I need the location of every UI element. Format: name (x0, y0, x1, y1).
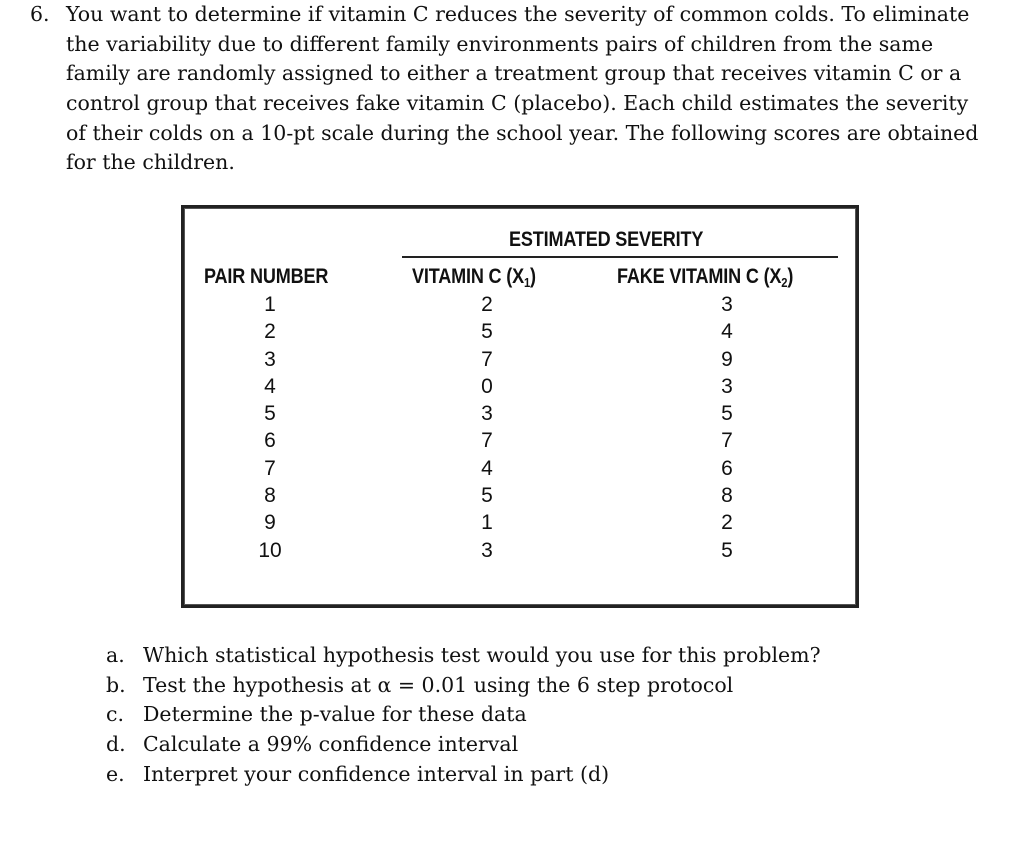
question-text: Determine the p-value for these data (143, 702, 527, 727)
estimated-severity-header: ESTIMATED SEVERITY (509, 228, 704, 251)
pair-number-cell: 4 (264, 374, 276, 398)
vitamin-c-close-paren: ) (530, 265, 536, 288)
vitamin-c-cell: 1 (481, 511, 493, 535)
fake-vitamin-c-cell: 4 (721, 320, 733, 344)
vitamin-c-subscript: 1 (523, 275, 531, 290)
fake-vitamin-c-header-label: FAKE VITAMIN C (X (617, 265, 782, 288)
vitamin-c-cell: 2 (481, 293, 493, 316)
pair-number-header: PAIR NUMBER (204, 265, 329, 288)
problem-text (66, 0, 978, 178)
fake-vitamin-c-cell: 8 (721, 484, 733, 508)
fake-vitamin-c-cell: 2 (721, 511, 733, 535)
severity-table (181, 205, 859, 608)
pair-number-cell: 10 (258, 538, 282, 562)
problem-line: for the children. (66, 150, 235, 175)
vitamin-c-cell: 5 (481, 484, 493, 508)
pair-number-cell: 7 (264, 456, 276, 480)
vitamin-c-header-label: VITAMIN C (X (412, 265, 524, 288)
fake-vitamin-c-cell: 3 (721, 293, 733, 316)
vitamin-c-cell: 7 (481, 347, 493, 371)
fake-vitamin-c-header (617, 265, 793, 290)
vitamin-c-cell: 5 (481, 320, 493, 344)
vitamin-c-cell: 7 (481, 429, 493, 453)
question-text: Calculate a 99% confidence interval (143, 732, 519, 757)
fake-vitamin-c-cell: 6 (721, 456, 733, 480)
pair-number-cell: 2 (264, 320, 276, 344)
problem-line: control group that receives fake vitamin C (placebo). Each child estimates the severity (66, 91, 969, 116)
problem-line: of their colds on a 10-pt scale during the school year. The following scores are obtained (66, 120, 979, 145)
vitamin-c-header (412, 265, 536, 290)
question-label: c. (106, 702, 124, 727)
question-label: e. (106, 761, 125, 786)
vitamin-c-cell: 4 (481, 456, 493, 480)
vitamin-c-cell: 0 (481, 374, 493, 398)
fake-vitamin-c-close-paren: ) (787, 265, 794, 288)
pair-number-cell: 3 (264, 347, 276, 371)
fake-vitamin-c-cell: 3 (721, 374, 733, 398)
pair-number-cell: 9 (264, 511, 276, 535)
pair-number-cell: 5 (264, 402, 276, 426)
header-divider (402, 256, 838, 258)
problem-line: the variability due to different family environments pairs of children from the same (66, 31, 934, 56)
question-label: d. (106, 732, 126, 757)
problem-number: 6. (30, 2, 50, 26)
problem-line: You want to determine if vitamin C reduces the severity of common colds. To eliminate (66, 2, 970, 26)
question-text: Which statistical hypothesis test would you use for this problem? (143, 643, 821, 667)
vitamin-c-column (467, 291, 507, 564)
fake-vitamin-c-cell: 9 (721, 347, 733, 371)
fake-vitamin-c-cell: 5 (721, 538, 733, 562)
vitamin-c-cell: 3 (481, 538, 493, 562)
fake-vitamin-c-cell: 7 (721, 429, 733, 453)
vitamin-c-cell: 3 (481, 402, 493, 426)
pair-number-cell: 8 (264, 484, 276, 508)
question-text: Interpret your confidence interval in part (d) (143, 761, 610, 786)
pair-number-column (250, 291, 290, 564)
pair-number-cell: 1 (264, 293, 276, 316)
problem-line: family are randomly assigned to either a treatment group that receives vitamin C or a (66, 61, 962, 86)
question-label: a. (106, 643, 125, 667)
question-label: b. (106, 672, 126, 697)
fake-vitamin-c-cell: 5 (721, 402, 733, 426)
pair-number-cell: 6 (264, 429, 276, 453)
fake-vitamin-c-subscript: 2 (781, 275, 788, 290)
fake-vitamin-c-column (707, 291, 747, 564)
question-text: Test the hypothesis at α = 0.01 using the 6 step protocol (143, 672, 734, 697)
